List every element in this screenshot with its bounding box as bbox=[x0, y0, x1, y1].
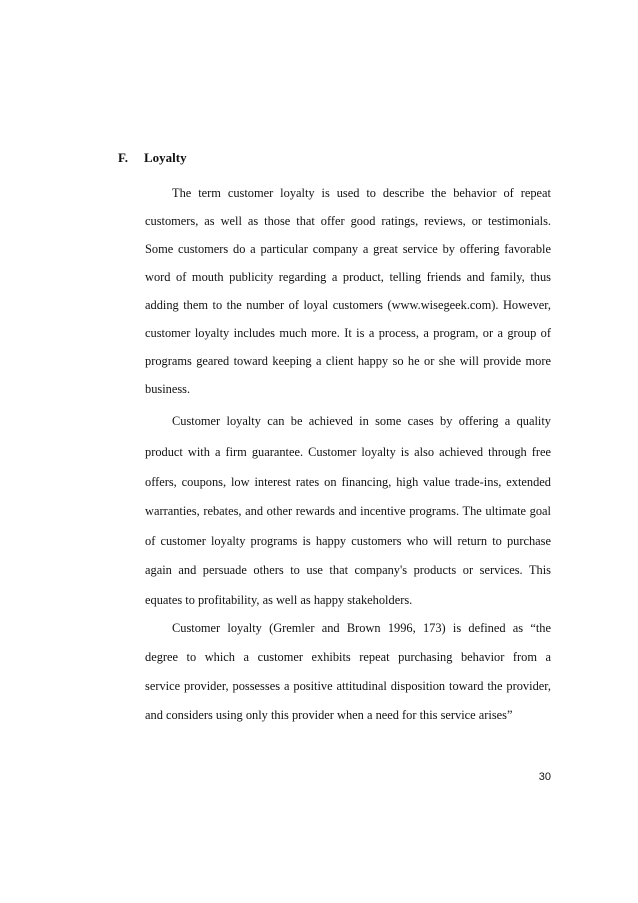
paragraph-2-line-7: equates to profitability, as well as happy stakeholders. bbox=[145, 593, 413, 607]
paragraph-3-line-2: degree to which a customer exhibits repeat purchasing behavior from a bbox=[145, 650, 551, 664]
paragraph-1-line-1: The term customer loyalty is used to describe the behavior of repeat bbox=[172, 186, 551, 200]
paragraph-2-line-3: offers, coupons, low interest rates on financing, high value trade-ins, extended bbox=[145, 475, 551, 489]
paragraph-3-line-3: service provider, possesses a positive attitudinal disposition toward the provider, bbox=[145, 679, 551, 693]
paragraph-3-line-1: Customer loyalty (Gremler and Brown 1996, 173) is defined as “the bbox=[172, 621, 551, 635]
paragraph-2-line-5: of customer loyalty programs is happy customers who will return to purchase bbox=[145, 534, 551, 548]
paragraph-1-line-7: programs geared toward keeping a client happy so he or she will provide more bbox=[145, 354, 551, 368]
paragraph-1-line-4: word of mouth publicity regarding a product, telling friends and family, thus bbox=[145, 270, 551, 284]
paragraph-2-line-2: product with a firm guarantee. Customer loyalty is also achieved through free bbox=[145, 445, 551, 459]
paragraph-1-line-8: business. bbox=[145, 382, 191, 396]
section-title: Loyalty bbox=[144, 150, 187, 165]
paragraph-3-line-4: and considers using only this provider when a need for this service arises” bbox=[145, 708, 513, 722]
paragraph-1-line-2: customers, as well as those that offer good ratings, reviews, or testimonials. bbox=[145, 214, 551, 228]
page-number: 30 bbox=[538, 771, 551, 783]
paragraph-2-line-4: warranties, rebates, and other rewards and incentive programs. The ultimate goal bbox=[145, 504, 551, 518]
section-number: F. bbox=[118, 150, 128, 165]
paragraph-2-line-6: again and persuade others to use that company's products or services. This bbox=[145, 563, 551, 577]
paragraph-2-line-1: Customer loyalty can be achieved in some cases by offering a quality bbox=[172, 414, 551, 428]
paragraph-1-line-3: Some customers do a particular company a great service by offering favorable bbox=[145, 242, 551, 256]
section-heading bbox=[118, 150, 187, 166]
paragraph-1-line-5: adding them to the number of loyal customers (www.wisegeek.com). However, bbox=[145, 298, 551, 312]
paragraph-1-line-6: customer loyalty includes much more. It is a process, a program, or a group of bbox=[145, 326, 551, 340]
